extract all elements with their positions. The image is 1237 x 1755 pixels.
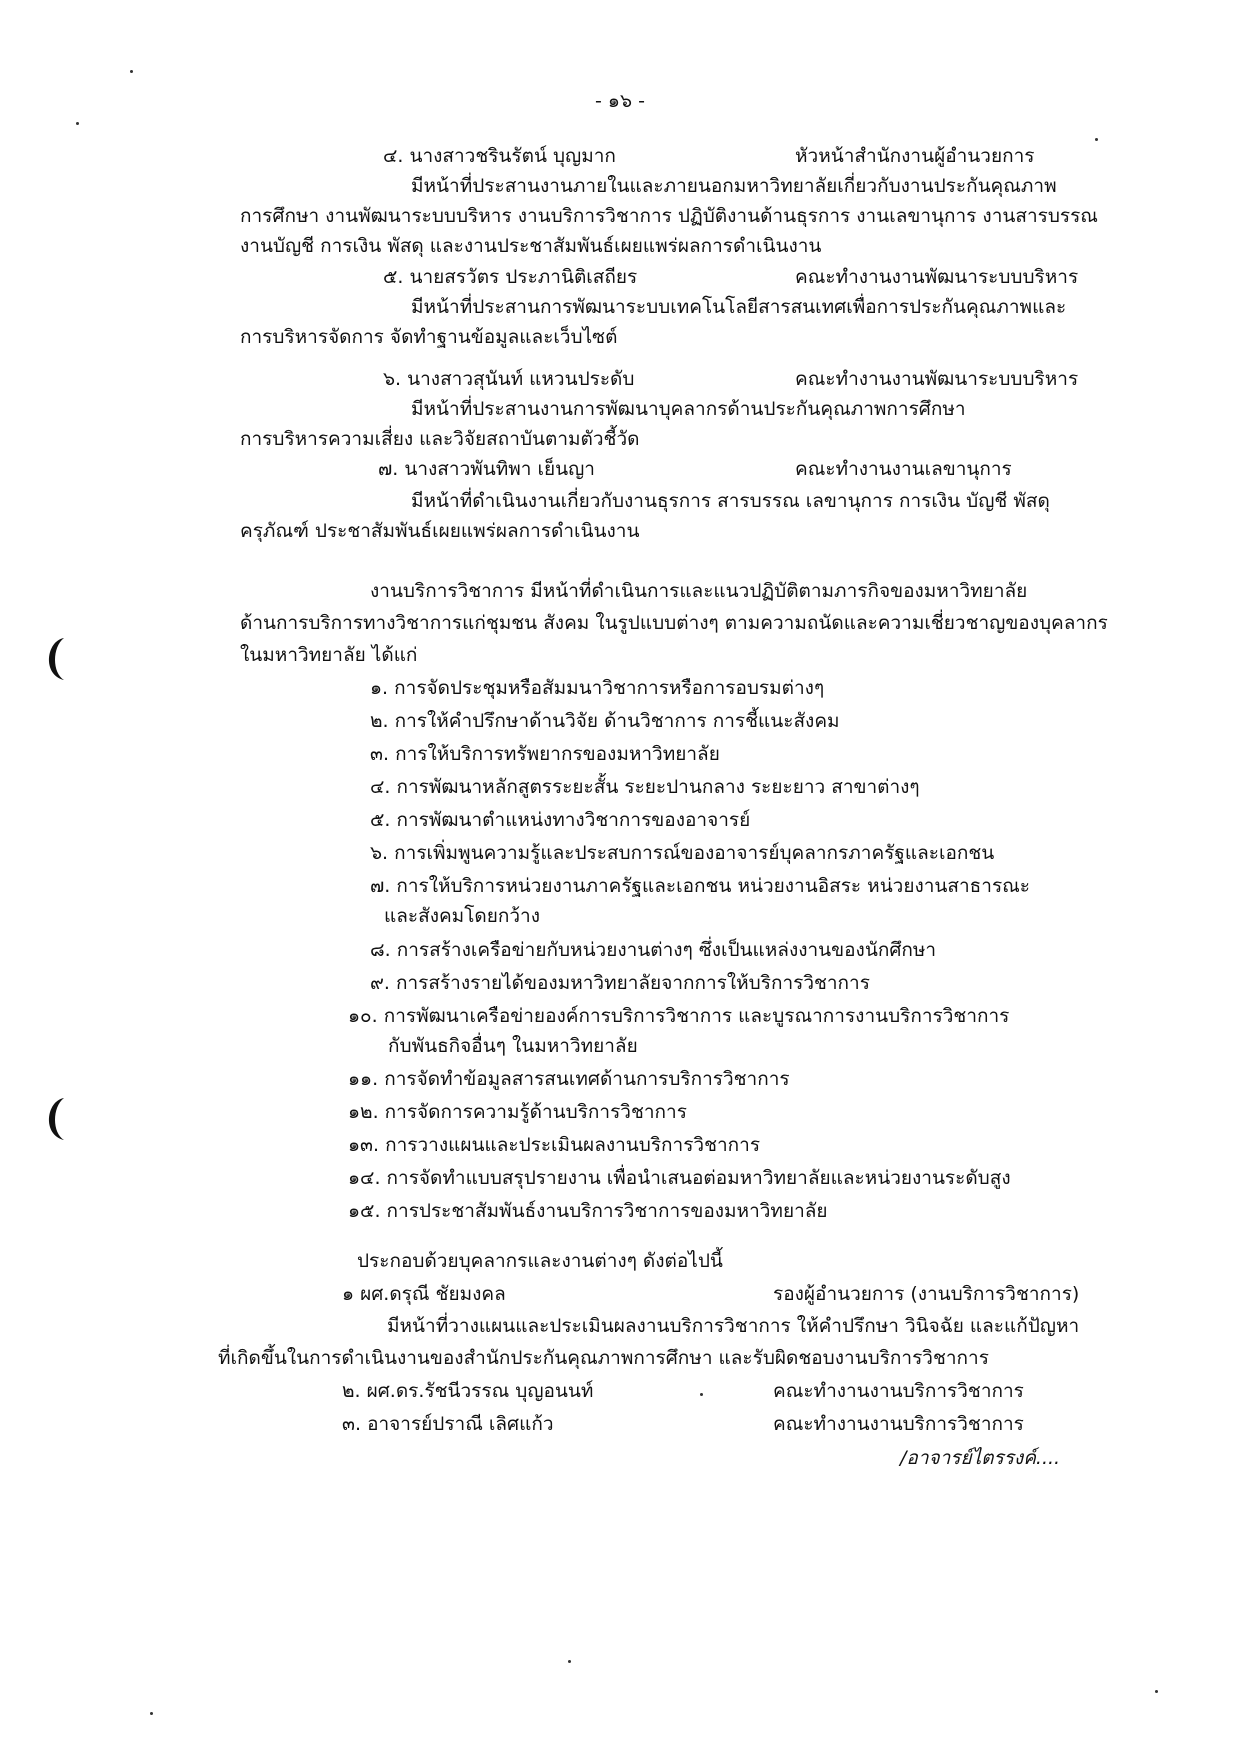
staff-name: ๔. นางสาวชรินรัตน์ บุญมาก	[383, 145, 616, 167]
list-item: ๔. การพัฒนาหลักสูตรระยะสั้น ระยะปานกลาง ระยะยาว สาขาต่างๆ	[370, 776, 920, 798]
staff-role: รองผู้อำนวยการ (งานบริการวิชาการ)	[773, 1283, 1080, 1305]
staff-duty: การศึกษา งานพัฒนาระบบบริหาร งานบริการวิชาการ ปฏิบัติงานด้านธุรการ งานเลขานุการ งานสารบรรณ	[240, 205, 1098, 227]
scan-speck	[1095, 138, 1098, 141]
list-item: ๙. การสร้างรายได้ของมหาวิทยาลัยจากการให้บริการวิชาการ	[370, 972, 870, 994]
list-item: ๒. การให้คำปรึกษาด้านวิจัย ด้านวิชาการ การชี้แนะสังคม	[370, 710, 840, 732]
punch-hole-mark	[38, 635, 74, 683]
page-number: - ๑๖ -	[595, 90, 645, 112]
staff-role: คณะทำงานงานบริการวิชาการ	[773, 1380, 1024, 1402]
continuation-text: /อาจารย์ไตรรงค์....	[900, 1447, 1061, 1469]
staff-duty: มีหน้าที่วางแผนและประเมินผลงานบริการวิชาการ ให้คำปรึกษา วินิจฉัย และแก้ปัญหา	[387, 1315, 1080, 1337]
staff-name: ๒. ผศ.ดร.รัชนีวรรณ บุญอนนท์	[342, 1380, 594, 1402]
list-item: ๖. การเพิ่มพูนความรู้และประสบการณ์ของอาจารย์บุคลากรภาครัฐและเอกชน	[370, 842, 995, 864]
list-item: ๕. การพัฒนาตำแหน่งทางวิชาการของอาจารย์	[370, 809, 751, 831]
staff-duty: งานบัญชี การเงิน พัสดุ และงานประชาสัมพันธ์เผยแพร่ผลการดำเนินงาน	[240, 235, 822, 257]
staff-role: คณะทำงานงานเลขานุการ	[795, 458, 1012, 480]
list-item: ๑. การจัดประชุมหรือสัมมนาวิชาการหรือการอบรมต่างๆ	[370, 677, 825, 699]
staff-role: หัวหน้าสำนักงานผู้อำนวยการ	[795, 145, 1035, 167]
staff-role: คณะทำงานงานพัฒนาระบบบริหาร	[795, 266, 1079, 288]
list-item: ๑๕. การประชาสัมพันธ์งานบริการวิชาการของมหาวิทยาลัย	[348, 1200, 828, 1222]
scan-speck	[568, 1660, 571, 1663]
staff-name: ๑ ผศ.ดรุณี ชัยมงคล	[342, 1283, 506, 1305]
list-item: ๗. การให้บริการหน่วยงานภาครัฐและเอกชน หน่วยงานอิสระ หน่วยงานสาธารณะ	[370, 875, 1030, 897]
scan-speck	[130, 70, 133, 73]
staff-name: ๓. อาจารย์ปราณี เลิศแก้ว	[342, 1413, 554, 1435]
staff-duty: ที่เกิดขึ้นในการดำเนินงานของสำนักประกันคุณภาพการศึกษา และรับผิดชอบงานบริการวิชาการ	[218, 1347, 989, 1369]
staff-name: ๕. นายสรวัตร ประภานิติเสถียร	[383, 266, 638, 288]
scan-speck	[1155, 1690, 1158, 1693]
list-item: ๑๑. การจัดทำข้อมูลสารสนเทศด้านการบริการวิชาการ	[348, 1068, 790, 1090]
list-item: ๘. การสร้างเครือข่ายกับหน่วยงานต่างๆ ซึ่งเป็นแหล่งงานของนักศึกษา	[370, 939, 937, 961]
staff-role: คณะทำงานงานพัฒนาระบบบริหาร	[795, 368, 1079, 390]
scan-speck	[150, 1712, 153, 1715]
service-intro-line: งานบริการวิชาการ มีหน้าที่ดำเนินการและแนวปฏิบัติตามภารกิจของมหาวิทยาลัย	[370, 580, 1028, 602]
staff-duty: มีหน้าที่ประสานงานการพัฒนาบุคลากรด้านประกันคุณภาพการศึกษา	[411, 398, 966, 420]
list-item: ๑๐. การพัฒนาเครือข่ายองค์การบริการวิชาการ และบูรณาการงานบริการวิชาการ	[348, 1005, 1010, 1027]
list-item: ๓. การให้บริการทรัพยากรของมหาวิทยาลัย	[370, 743, 720, 765]
staff-duty: มีหน้าที่ประสานงานภายในและภายนอกมหาวิทยาลัยเกี่ยวกับงานประกันคุณภาพ	[411, 175, 1057, 197]
service-intro-line: ในมหาวิทยาลัย ได้แก่	[240, 644, 418, 666]
staff-duty: ครุภัณฑ์ ประชาสัมพันธ์เผยแพร่ผลการดำเนินงาน	[240, 520, 640, 542]
staff-duty: การบริหารความเสี่ยง และวิจัยสถาบันตามตัวชี้วัด	[240, 428, 640, 450]
scan-speck	[76, 122, 79, 125]
list-item: ๑๒. การจัดการความรู้ด้านบริการวิชาการ	[348, 1101, 687, 1123]
staff-duty: การบริหารจัดการ จัดทำฐานข้อมูลและเว็บไซต์	[240, 326, 618, 348]
staff-role: คณะทำงานงานบริการวิชาการ	[773, 1413, 1024, 1435]
staff-name: ๗. นางสาวพันทิพา เย็นญา	[378, 458, 595, 480]
punch-hole-mark	[38, 1095, 74, 1143]
list-item: ๑๓. การวางแผนและประเมินผลงานบริการวิชาการ	[348, 1134, 761, 1156]
scan-speck	[700, 1393, 703, 1396]
service-intro-line: ด้านการบริการทางวิชาการแก่ชุมชน สังคม ในรูปแบบต่างๆ ตามความถนัดและความเชี่ยวชาญของบุคลากร	[240, 612, 1108, 634]
staff-name: ๖. นางสาวสุนันท์ แหวนประดับ	[383, 368, 635, 390]
list-item-continued: กับพันธกิจอื่นๆ ในมหาวิทยาลัย	[388, 1035, 638, 1057]
list-item: ๑๔. การจัดทำแบบสรุปรายงาน เพื่อนำเสนอต่อมหาวิทยาลัยและหน่วยงานระดับสูง	[348, 1167, 1011, 1189]
staff-duty: มีหน้าที่ดำเนินงานเกี่ยวกับงานธุรการ สารบรรณ เลขานุการ การเงิน บัญชี พัสดุ	[411, 490, 1050, 512]
list-item-continued: และสังคมโดยกว้าง	[384, 905, 540, 927]
personnel-heading: ประกอบด้วยบุคลากรและงานต่างๆ ดังต่อไปนี้	[357, 1250, 723, 1272]
staff-duty: มีหน้าที่ประสานการพัฒนาระบบเทคโนโลยีสารสนเทศเพื่อการประกันคุณภาพและ	[411, 296, 1067, 318]
